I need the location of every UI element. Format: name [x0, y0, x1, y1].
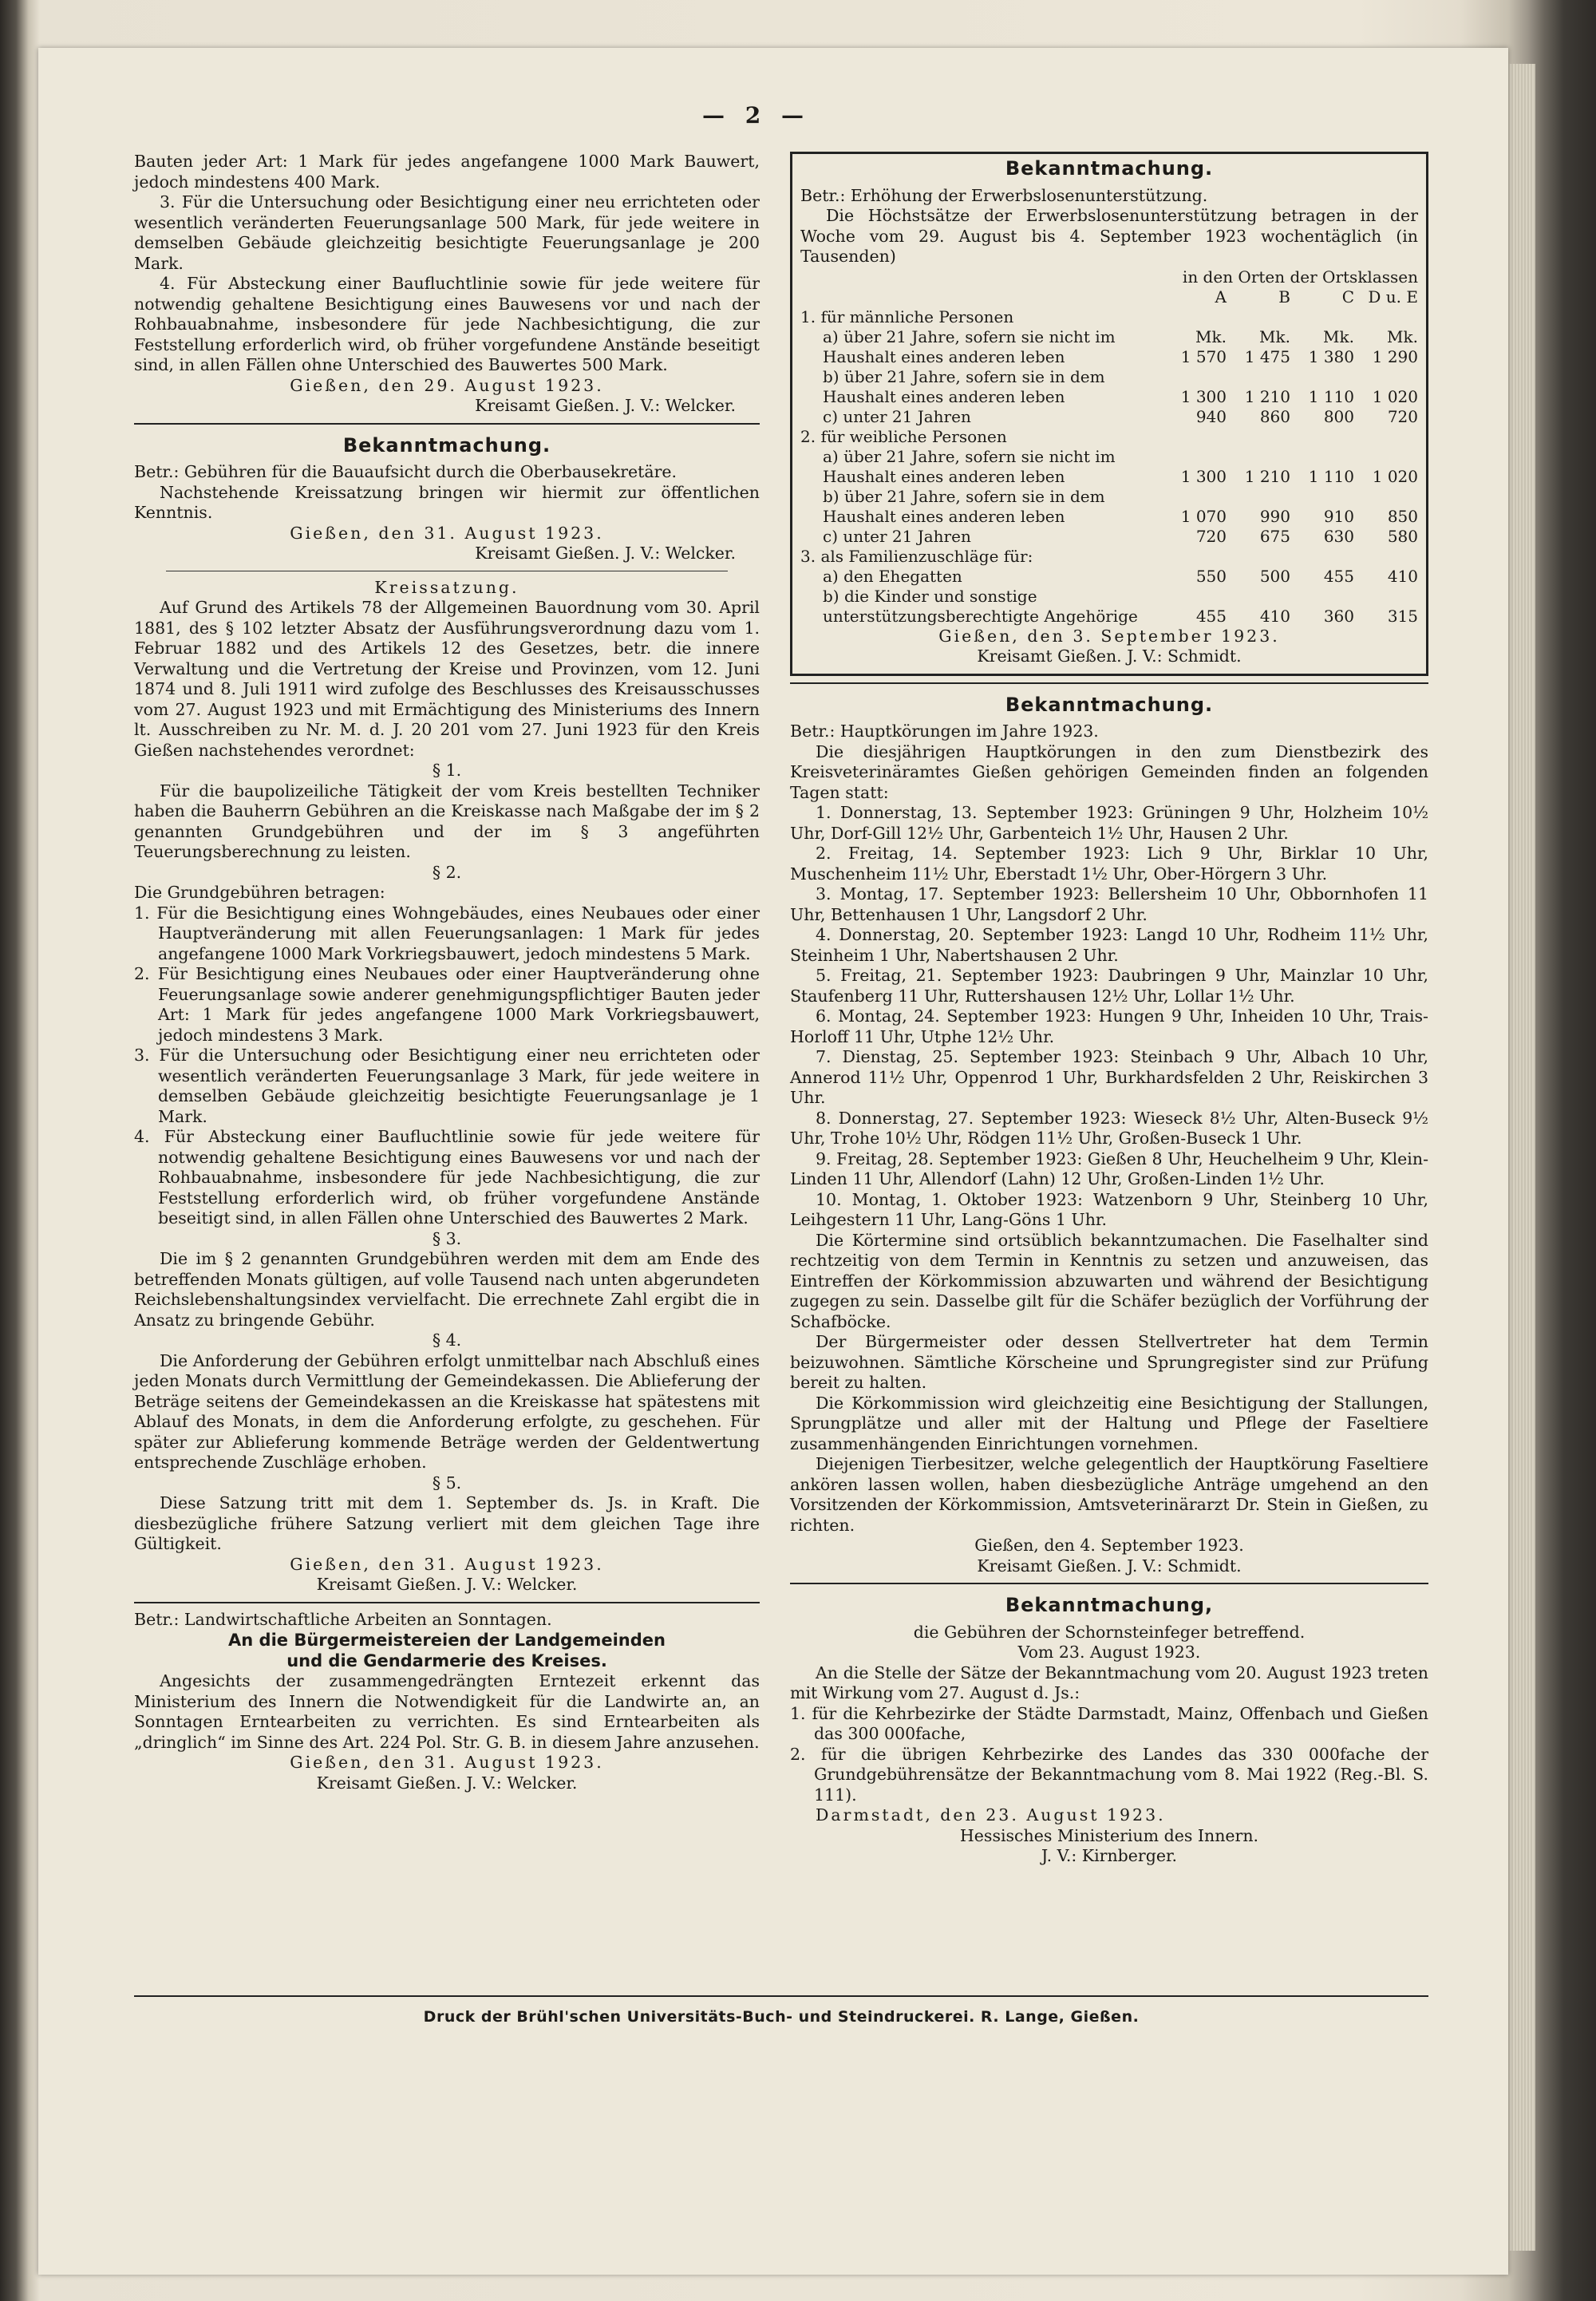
- list-item: 2. Für Besichtigung eines Neubaues oder einer Hauptveränderung ohne Feuerungsanlage sowie anderer genehmigungspflichtiger Bauten jeder Art: 1 Mark für jedes angefangene 1000 Mark Vorkriegsbauwert, jedoch mindestens 3 Mark.: [134, 964, 760, 1045]
- notice-title: Bekanntmachung.: [1005, 693, 1214, 716]
- notice-para: Der Bürgermeister oder dessen Stellvertreter hat dem Termin beizuwohnen. Sämtliche Körscheine und Sprungregister sind zur Prüfung bereit zu halten.: [790, 1332, 1428, 1392]
- notice-signature: Kreisamt Gießen. J. V.: Schmidt.: [977, 646, 1242, 666]
- inspection-date: 10. Montag, 1. Oktober 1923: Watzenborn 9 Uhr, Steinberg 10 Uhr, Leihgestern 11 Uhr, Lang-Göns 1 Uhr.: [790, 1189, 1428, 1229]
- table-cell: 940: [1195, 406, 1227, 426]
- notice-text: Die Höchstsätze der Erwerbslosenunterstützung betragen in der Woche vom 29. August bis 4. September 1923 wochentäglich (in Tausenden): [800, 206, 1418, 266]
- section-heading: § 5.: [432, 1473, 462, 1492]
- table-cell: 1 300: [1180, 386, 1227, 406]
- table-cell: 720: [1387, 406, 1418, 426]
- notice-text: Nachstehende Kreissatzung bringen wir hiermit zur öffentlichen Kenntnis.: [134, 482, 760, 522]
- table-cell: 1 020: [1372, 386, 1418, 406]
- fee-list: [134, 903, 760, 1229]
- notice-text: An die Stelle der Sätze der Bekanntmachung vom 20. August 1923 treten mit Wirkung vom 27. August d. Js.:: [790, 1662, 1428, 1702]
- benefit-table: [800, 267, 1418, 627]
- notice-subject: Betr.: Landwirtschaftliche Arbeiten an Sonntagen.: [134, 1609, 552, 1629]
- unit: Mk.: [1195, 326, 1227, 346]
- divider: [790, 682, 1428, 684]
- addressee: An die Bürgermeistereien der Landgemeinden: [228, 1631, 666, 1650]
- table-cell: 1 110: [1308, 466, 1354, 486]
- addressee: und die Gendarmerie des Kreises.: [286, 1651, 607, 1670]
- notice-subject: Betr.: Erhöhung der Erwerbslosenunterstützung.: [800, 185, 1208, 205]
- list-item: 1. für die Kehrbezirke der Städte Darmstadt, Mainz, Offenbach und Gießen das 300 000fache,: [790, 1703, 1428, 1743]
- table-cell: 910: [1323, 506, 1354, 526]
- table-cell: 1 570: [1180, 346, 1227, 366]
- inspection-date: 5. Freitag, 21. September 1923: Daubringen 9 Uhr, Mainzlar 10 Uhr, Staufenberg 11 Uhr, Ruttershausen 12½ Uhr, Lollar 1½ Uhr.: [790, 966, 1428, 1006]
- satzung-title: Kreissatzung.: [374, 577, 519, 597]
- notice-signature: J. V.: Kirnberger.: [1041, 1846, 1178, 1865]
- table-cell: 1 475: [1244, 346, 1290, 366]
- list-item: 4. Für Absteckung einer Baufluchtlinie sowie für jede weitere für notwendig gehaltene Besichtigung eines Bauwesens vor und nach der Rohbauabnahme, insbesondere für jede Nachbesichtigung, die zur Feststellung erforderlich wird, ob früher vorgefundene Anstände beseitigt sind, in allen Fällen ohne Unterschied des Bauwertes 2 Mark.: [134, 1127, 760, 1228]
- table-cell: 455: [1195, 606, 1227, 626]
- notice-title: Bekanntmachung,: [1005, 1594, 1214, 1616]
- table-group-label: 1. für männliche Personen: [800, 306, 1014, 326]
- notice-title: Bekanntmachung.: [342, 433, 551, 457]
- notice-date: Gießen, den 31. August 1923.: [290, 523, 604, 543]
- table-group-label: 2. für weibliche Personen: [800, 426, 1007, 446]
- notice-date-line: Vom 23. August 1923.: [1017, 1643, 1201, 1662]
- unit: Mk.: [1323, 326, 1354, 346]
- table-cell: 410: [1387, 566, 1418, 586]
- unemployment-notice-box: [790, 152, 1428, 676]
- table-cell: 455: [1323, 566, 1354, 586]
- table-cell: 1 210: [1244, 466, 1290, 486]
- table-cell: 675: [1259, 526, 1290, 546]
- table-cell: 800: [1323, 406, 1354, 426]
- notice-subject: Betr.: Gebühren für die Bauaufsicht durch die Oberbausekretäre.: [134, 462, 678, 481]
- table-cell: 580: [1387, 526, 1418, 546]
- list-item: 2. für die übrigen Kehrbezirke des Landes das 330 000fache der Grundgebührensätze der Bekanntmachung vom 8. Mai 1922 (Reg.-Bl. S. 111).: [790, 1744, 1428, 1805]
- notice-text: Angesichts der zusammengedrängten Erntezeit erkennt das Ministerium des Innern die Notwendigkeit für die Landwirte an, an Sonntagen Erntearbeiten zu verrichten. Es sind Erntearbeiten als „dringlich“ im Sinne des Art. 224 Pol. Str. G. B. in diesem Jahre anzusehen.: [134, 1671, 760, 1752]
- notice-date: Gießen, den 31. August 1923.: [290, 1753, 604, 1772]
- table-cell: 1 020: [1372, 466, 1418, 486]
- inspection-date: 3. Montag, 17. September 1923: Bellersheim 10 Uhr, Obbornhofen 11 Uhr, Bettenhausen 1 Uhr, Langsdorf 2 Uhr.: [790, 884, 1428, 924]
- intro-para-3: 4. Für Absteckung einer Baufluchtlinie sowie für jede weitere für notwendig gehaltene Besichtigung eines Bauwesens vor und nach der Rohbauabnahme, insbesondere für jede Nachbesichtigung, die zur Feststellung erforderlich wird, ob früher vorgefundene Anstände beseitigt sind, in allen Fällen ohne Unterschied des Bauwertes 500 Mark.: [134, 274, 760, 374]
- printer-imprint: Druck der Brühl'schen Universitäts-Buch- und Steindruckerei. R. Lange, Gießen.: [423, 2008, 1140, 2026]
- divider: [134, 1995, 1428, 1997]
- table-cell: 360: [1323, 606, 1354, 626]
- list-item: 3. Für die Untersuchung oder Besichtigung einer neu errichteten oder wesentlich veränderten Feuerungsanlage 3 Mark, für jede weitere in demselben Gebäude gleichzeitig besichtigte Feuerungsanlage je 1 Mark.: [134, 1046, 760, 1126]
- divider: [790, 1583, 1428, 1584]
- inspection-date: 6. Montag, 24. September 1923: Hungen 9 Uhr, Inheiden 10 Uhr, Trais-Horloff 11 Uhr, Utphe 12½ Uhr.: [790, 1006, 1428, 1046]
- section-text: Die im § 2 genannten Grundgebühren werden mit dem am Ende des betreffenden Monats gültigen, auf volle Tausend nach unten abgerundeten Reichslebenshaltungsindex vervielfacht. Die errechnete Zahl ergibt die in Ansatz zu bringende Gebühr.: [134, 1249, 760, 1330]
- table-col-head: D u. E: [1368, 287, 1418, 306]
- notice-signature: Kreisamt Gießen. J. V.: Schmidt.: [977, 1556, 1242, 1576]
- section-text: Für die baupolizeiliche Tätigkeit der vom Kreis bestellten Techniker haben die Bauherrn Gebühren an die Kreiskasse nach Maßgabe der im § 2 genannten Grundgebühren und der im § 3 angeführten Teuerungsberechnung zu leisten.: [134, 781, 760, 861]
- table-cell: 1 300: [1180, 466, 1227, 486]
- table-cell: 410: [1259, 606, 1290, 626]
- notice-para: Diejenigen Tierbesitzer, welche gelegentlich der Hauptkörung Faseltiere ankören lassen wollen, haben diesbezügliche Anträge umgehend an den Vorsitzenden der Körkommission, Amtsveterinärarzt Dr. Stein in Gießen, zu richten.: [790, 1454, 1428, 1535]
- table-row-label: a) über 21 Jahre, sofern sie nicht im Haushalt eines anderen leben: [823, 446, 1116, 486]
- notice-signature: Kreisamt Gießen. J. V.: Welcker.: [316, 1773, 578, 1793]
- issuing-authority: Hessisches Ministerium des Innern.: [959, 1825, 1259, 1845]
- intro-signature: Kreisamt Gießen. J. V.: Welcker.: [475, 396, 736, 415]
- inspection-date: 7. Dienstag, 25. September 1923: Steinbach 9 Uhr, Albach 10 Uhr, Annerod 11½ Uhr, Oppenrod 1 Uhr, Burkhardsfelden 2 Uhr, Reiskirchen 3 Uhr.: [790, 1047, 1428, 1107]
- notice-date: Gießen, den 3. September 1923.: [938, 626, 1280, 646]
- section-text: Diese Satzung tritt mit dem 1. September ds. Js. in Kraft. Die diesbezügliche frühere Satzung verliert mit dem gleichen Tage ihre Gültigkeit.: [134, 1493, 760, 1553]
- table-cell: 860: [1259, 406, 1290, 426]
- table-row-label: a) über 21 Jahre, sofern sie nicht im Haushalt eines anderen leben: [823, 326, 1116, 366]
- unit: Mk.: [1387, 326, 1418, 346]
- table-cell: 850: [1387, 506, 1418, 526]
- list-item: 1. Für die Besichtigung eines Wohngebäudes, eines Neubaues oder einer Hauptveränderung mit allen Feuerungsanlagen: 1 Mark für jedes angefangene 1000 Mark Vorkriegsbauwert, jedoch mindestens 5 Mark.: [134, 903, 760, 963]
- table-header-intro: in den Orten der Ortsklassen: [1182, 267, 1418, 287]
- table-cell: 720: [1195, 526, 1227, 546]
- section-heading: § 4.: [432, 1330, 462, 1350]
- notice-signature: Kreisamt Gießen. J. V.: Welcker.: [475, 544, 736, 563]
- unit: Mk.: [1259, 326, 1290, 346]
- table-cell: 1 380: [1308, 346, 1354, 366]
- table-cell: 1 210: [1244, 386, 1290, 406]
- notice-date: Darmstadt, den 23. August 1923.: [816, 1805, 1166, 1825]
- satzung-preamble: Auf Grund des Artikels 78 der Allgemeinen Bauordnung vom 30. April 1881, des § 102 letzter Absatz der Ausführungsverordnung dazu vom 1. Februar 1882 und des Artikels 12 des Gesetzes, betr. die innere Verwaltung und die Vertretung der Kreise und Provinzen, vom 12. Juni 1874 und 8. Juli 1911 wird zufolge des Beschlusses des Kreisausschusses vom 27. August 1923 und mit Ermächtigung des Ministeriums des Innern lt. Ausschreiben zu Nr. M. d. J. 20 201 vom 27. Juni 1923 für den Kreis Gießen nachstehendes verordnet:: [134, 598, 760, 760]
- table-group-label: 3. als Familienzuschläge für:: [800, 546, 1033, 566]
- notice-title: Bekanntmachung.: [1005, 157, 1214, 180]
- inspection-date: 1. Donnerstag, 13. September 1923: Grüningen 9 Uhr, Holzheim 10½ Uhr, Dorf-Gill 12½ Uhr, Garbenteich 1½ Uhr, Hausen 2 Uhr.: [790, 803, 1428, 843]
- inspection-date: 4. Donnerstag, 20. September 1923: Langd 10 Uhr, Rodheim 11½ Uhr, Steinheim 1 Uhr, Nabertshausen 2 Uhr.: [790, 925, 1428, 965]
- inspection-date: 9. Freitag, 28. September 1923: Gießen 8 Uhr, Heuchelheim 9 Uhr, Klein-Linden 11 Uhr, Allendorf (Lahn) 12 Uhr, Großen-Linden 1½ Uhr.: [790, 1149, 1428, 1188]
- table-row-label: c) unter 21 Jahren: [823, 526, 971, 546]
- intro-para-1: Bauten jeder Art: 1 Mark für jedes angefangene 1000 Mark Bauwert, jedoch mindestens 400 Mark.: [134, 152, 760, 192]
- table-row-label: b) über 21 Jahre, sofern sie in dem Haushalt eines anderen leben: [823, 366, 1105, 406]
- divider: [134, 423, 760, 425]
- section-text: Die Anforderung der Gebühren erfolgt unmittelbar nach Abschluß eines jeden Monats durch Vermittlung der Gemeindekassen. Die Ablieferung der Beträge seitens der Gemeindekassen an die Kreiskasse hat spätestens mit Ablauf des Monats, in dem die Anforderung erfolgte, zu geschehen. Für später zur Ablieferung kommende Beträge werden der Geldentwertung entsprechende Zuschläge erhoben.: [134, 1350, 760, 1472]
- table-row-label: c) unter 21 Jahren: [823, 406, 971, 426]
- intro-para-2: 3. Für die Untersuchung oder Besichtigung einer neu errichteten oder wesentlich veränderten Feuerungsanlage 500 Mark, für jede weitere in demselben Gebäude gleichzeitig besichtigte Feuerungsanlage je 200 Mark.: [134, 192, 760, 273]
- table-col-head: C: [1341, 287, 1354, 306]
- table-cell: 500: [1259, 566, 1290, 586]
- page-number: — 2 —: [702, 102, 810, 128]
- table-cell: 1 110: [1308, 386, 1354, 406]
- section-intro: Die Grundgebühren betragen:: [134, 883, 385, 902]
- table-row-label: b) die Kinder und sonstige unterstützungsberechtigte Angehörige: [823, 586, 1138, 626]
- notice-para: Die Körtermine sind ortsüblich bekanntzumachen. Die Faselhalter sind rechtzeitig von dem Termin in Kenntnis zu setzen und anzuweisen, das Eintreffen der Körkommission abzuwarten und während der Besichtigung zugegen zu sein. Dasselbe gilt für die Schäfer bezüglich der Vorführung der Schafböcke.: [790, 1230, 1428, 1331]
- left-column: [134, 152, 760, 1793]
- table-cell: 990: [1259, 506, 1290, 526]
- table-col-head: B: [1278, 287, 1290, 306]
- divider: [134, 1602, 760, 1603]
- table-cell: 550: [1195, 566, 1227, 586]
- notice-para: Die Körkommission wird gleichzeitig eine Besichtigung der Stallungen, Sprungplätze und aller mit der Haltung und Pflege der Faseltiere zusammenhängenden Einrichtungen vornehmen.: [790, 1393, 1428, 1453]
- notice-signature: Kreisamt Gießen. J. V.: Welcker.: [316, 1575, 578, 1594]
- section-heading: § 3.: [432, 1228, 462, 1248]
- notice-date: Gießen, den 4. September 1923.: [974, 1536, 1244, 1555]
- inspection-date: 2. Freitag, 14. September 1923: Lich 9 Uhr, Birklar 10 Uhr, Muschenheim 11½ Uhr, Eberstadt 1½ Uhr, Ober-Hörgern 3 Uhr.: [790, 844, 1428, 884]
- inspection-date: 8. Donnerstag, 27. September 1923: Wieseck 8½ Uhr, Alten-Buseck 9½ Uhr, Trohe 10½ Uhr, Rödgen 11½ Uhr, Großen-Buseck 1 Uhr.: [790, 1108, 1428, 1148]
- chimney-fee-list: [790, 1704, 1428, 1806]
- table-cell: 1 290: [1372, 346, 1418, 366]
- table-cell: 630: [1323, 526, 1354, 546]
- table-row-label: a) den Ehegatten: [823, 566, 962, 586]
- section-heading: § 2.: [432, 862, 462, 882]
- table-cell: 315: [1387, 606, 1418, 626]
- intro-date: Gießen, den 29. August 1923.: [290, 375, 604, 395]
- table-col-head: A: [1215, 287, 1227, 306]
- section-heading: § 1.: [432, 761, 462, 780]
- notice-subtitle: die Gebühren der Schornsteinfeger betreffend.: [913, 1622, 1306, 1642]
- notice-text: Die diesjährigen Hauptkörungen in den zum Dienstbezirk des Kreisveterinäramtes Gießen gehörigen Gemeinden finden an folgenden Tagen statt:: [790, 741, 1428, 802]
- notice-date: Gießen, den 31. August 1923.: [290, 1554, 604, 1574]
- notice-subject: Betr.: Hauptkörungen im Jahre 1923.: [790, 722, 1099, 741]
- table-cell: 1 070: [1180, 506, 1227, 526]
- table-row-label: b) über 21 Jahre, sofern sie in dem Haushalt eines anderen leben: [823, 486, 1105, 526]
- right-column: [790, 152, 1428, 1867]
